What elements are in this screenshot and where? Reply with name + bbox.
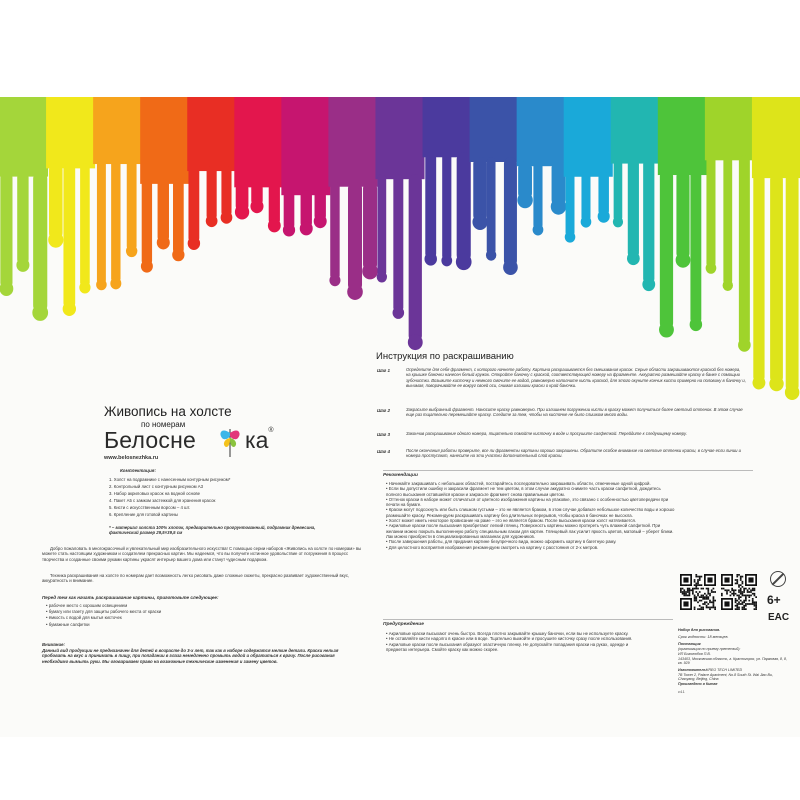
supplier-address: 143403, Московская область, г. Красногорск, ул. Парковая, 8, 8, кв. 929 <box>678 657 787 666</box>
paint-drip <box>188 166 199 243</box>
paint-drip <box>0 172 12 289</box>
paint-drop <box>769 376 783 391</box>
paint-drop <box>250 199 263 213</box>
paint-drop <box>533 224 544 236</box>
list-item: • Акриловые краски после высыхания образуют эластичную пленку. Не допускайте попадания краски на руках, одежде и предметах интерьера. Смойте краску как можно скорее. <box>386 642 641 653</box>
paint-drop <box>362 263 378 279</box>
paint-drop <box>96 279 107 290</box>
paint-drop <box>659 322 674 338</box>
paint-drip <box>207 166 217 221</box>
paint-drop <box>157 236 170 250</box>
paint-drip <box>706 155 715 268</box>
paint-drop <box>235 204 249 219</box>
paint-drop <box>347 284 363 300</box>
paint-drip <box>566 172 575 237</box>
qr-code-icon <box>721 574 757 610</box>
paint-drip <box>753 173 764 383</box>
prepare-heading: Перед тем как начать раскрашивание картины, приготовьте следующее: <box>42 595 219 600</box>
divider <box>383 470 753 471</box>
paint-drop <box>377 271 387 282</box>
paint-drop <box>79 281 90 293</box>
list-item: • После завершения работы, для придания картине безупречного вида, можно оформить картину в багетную раму. <box>386 539 676 544</box>
paint-drip <box>409 174 422 342</box>
recommendations-heading: Рекомендации <box>383 473 418 478</box>
step-1-label: Шаг 1 <box>377 368 391 373</box>
list-item: • бумажные салфетки <box>46 622 161 628</box>
supplier-heading: Поставщик <box>678 642 701 646</box>
paint-drip <box>393 174 403 313</box>
list-item: • Оттенок краски в наборе может отличаться от цветного изображения картины на упаковке, это связано с особенностью цветопередачи при печати на бумаге. <box>386 497 676 508</box>
paint-drip <box>173 179 184 255</box>
supplier-name: ИП Боголюбов П.В. <box>678 652 711 656</box>
kit-heading: Комплектация: <box>120 468 156 473</box>
paint-drip <box>723 155 732 285</box>
paint-drip <box>660 170 673 330</box>
list-item: • бумагу или газету для защиты рабочего места от краски <box>46 609 161 615</box>
list-item: • Если вы допустили ошибку и закрасили фрагмент не тем цветом, в этом случае аккуратно снимите часть краски салфеткой, дождитесь полного высыхания оставшейся краски и закрасьте фрагмент снова правильным цветом. <box>386 486 676 497</box>
instruction-sheet <box>0 97 800 737</box>
paint-drop <box>517 192 532 208</box>
paint-drip <box>690 170 701 324</box>
paint-band <box>328 97 377 187</box>
paint-drop <box>441 255 452 267</box>
paint-drop <box>706 262 717 273</box>
paint-drip <box>330 182 339 281</box>
paint-drip <box>17 172 28 265</box>
paint-drip <box>158 179 169 243</box>
paint-drip <box>221 166 231 217</box>
paint-drip <box>504 157 517 267</box>
step-2-text: Закрасьте выбранный фрагмент. Наносите краску равномерно. При излишнем погружении кисти в краску может получиться более светлый оттенок. В этом случае еще раз тщательно перемешайте краску. Следите за тем, чтобы на кисточке не было слишком много воды. <box>406 407 743 418</box>
paint-drip <box>628 159 639 259</box>
step-4-label: Шаг 4 <box>377 449 391 454</box>
age-badge: 6+ <box>767 593 781 607</box>
country-of-origin: Произведено в Китае <box>678 682 718 686</box>
paint-drop <box>126 245 137 257</box>
paint-drop <box>551 198 566 214</box>
paint-drop <box>676 252 691 268</box>
paint-drop <box>627 252 640 266</box>
version-code: v.4.1 <box>678 690 685 694</box>
prepare-list <box>46 603 161 628</box>
paint-drip <box>425 152 436 259</box>
product-name: Набор для рисования. <box>678 628 721 632</box>
paint-drop <box>738 338 751 351</box>
paint-drop <box>613 216 623 227</box>
step-1-text: Определите для себя фрагмент, с которого начнете работу. Картина раскрашивается без смешивания красок. Серые области закрашиваются краской без номера, на крышке баночки нанесен белый кружок. Откройте баночку с краской, соответствующей номеру на фрагменте. Аккуратно размешайте краску в банке с помощью зубочистки. Возьмите кисточку и немного смочите ее водой, равномерно наполните кисть краской, для этого окуните кончик кисти примерно на половину в баночку и, вынимая, поворачивайте ее вокруг своей оси, снимая излишки краски о край баночки. <box>406 367 746 388</box>
paint-drop <box>16 258 29 272</box>
qr-code-icon <box>680 574 716 610</box>
brand-logo-text: Белосне <box>104 427 196 453</box>
paint-drop <box>393 307 405 319</box>
paint-drop <box>408 334 423 350</box>
paint-drop <box>785 385 799 400</box>
paint-drip <box>80 163 90 287</box>
list-item: 2. Контрольный лист с контурным рисунком А3 <box>109 484 204 489</box>
product-subtitle: по номерам <box>141 420 186 429</box>
paint-drop <box>110 278 121 290</box>
paint-drop <box>565 231 576 242</box>
paint-band <box>611 97 660 164</box>
list-item: • Не оставляйте кисти надолго в краске или в воде. Тщательно вымойте и просушите кисточку сразу после использования. <box>386 636 641 641</box>
step-3-text: Закончив раскрашивание одного номера, тщательно помойте кисточку в воде и просушите салфеткой. Перейдите к следующему номеру. <box>406 431 687 436</box>
paint-drop <box>314 214 327 228</box>
maker-address: 7B Tower 2, Palace Apartment, No.8 South St. Wai Jiao Bu, Chaoyang, Beijing, China <box>678 673 773 682</box>
paint-band <box>234 97 283 187</box>
paint-drip <box>127 159 137 251</box>
paint-drop <box>32 304 48 321</box>
intro-paragraph: Добро пожаловать в многокрасочный и увлекательный мир изобразительного искусства! С помощью серии наборов «Живопись на холсте по номерам» вы можете стать настоящим художником и создателем прекрасных картин. Мы надеемся, что вы получите истинное удовольствие от погружения в процесс творчества и созданные своими руками картины украсят интерьер вашего дома или станут чудесным подарком. <box>42 546 362 562</box>
step-3-label: Шаг 3 <box>377 432 391 437</box>
paint-band <box>752 97 800 178</box>
warning-heading: Внимание: <box>42 642 65 647</box>
paint-drop <box>206 215 218 228</box>
kit-note: * – материал холста 100% хлопок, предварительно прогрунтованный, подрамник древесина, фактический размер 29,5×39,5 см <box>109 525 316 536</box>
paint-drip <box>33 172 47 313</box>
list-item: 4. Пакет А5 с замком застежкой для хранения красок <box>109 498 216 503</box>
list-item: • Краски могут подсохнуть или быть слишком густыми – это не является браком, в этом случае добавьте небольшое количество воды и хорошо размешайте краску. Рекомендуем раскрашивать картину без длительных перерывов, чтобы краска в баночках не высохла. <box>386 507 676 518</box>
paint-drop <box>188 237 200 250</box>
website-url: www.belosnezhka.ru <box>104 455 159 461</box>
paint-band <box>517 97 566 166</box>
paint-drip <box>598 172 608 217</box>
list-item: • Акриловые краски после высыхания приобретают легкий глянец. Поверхность картины можно протереть чуть влажной салфеткой. При желании можно покрыть выполненную работу специальным лаком для картин. Глянцевый лак усилит яркость цветов, матовый – уберет блики. Лак можно приобрести в специализированных магазинах для художников. <box>386 523 676 539</box>
paint-drip <box>614 159 623 222</box>
supplier-note: (организация по приему претензий): <box>678 647 741 651</box>
paint-band <box>46 97 95 168</box>
kit-list <box>109 476 319 518</box>
paint-drip <box>786 173 799 392</box>
list-item: • ёмкость с водой для мытья кисточек <box>46 615 161 621</box>
list-item: • рабочее место с хорошим освещением <box>46 603 161 609</box>
paint-drop <box>486 250 496 261</box>
brush-butterfly-logo-icon <box>216 425 244 459</box>
brand-logo-text-end: ка® <box>245 427 274 453</box>
paint-band <box>470 97 519 162</box>
step-4-text: После окончания работы проверьте, все ли фрагменты картины хорошо закрашены. Обратите особое внимание на светлые оттенки краски, в случае если линии и номера проступают, нанесите на эти участки дополнительный слой краски. <box>406 448 741 459</box>
paint-drop <box>503 260 518 275</box>
paint-drip <box>142 179 152 266</box>
paint-drop <box>690 318 702 331</box>
paint-band <box>375 97 424 179</box>
intro-paragraph-2: Техника раскрашивания на холсте по номерам дает возможность легко рисовать даже сложные сюжеты, прекрасно развивает художественный вкус, аккуратность и внимание. <box>42 573 350 584</box>
paint-band <box>187 97 236 171</box>
step-2-label: Шаг 2 <box>377 408 391 413</box>
paint-drop <box>723 280 733 291</box>
paint-drop <box>642 277 655 291</box>
list-item: • Акриловые краски высыхают очень быстро. Всегда плотно закрывайте крышку баночки, если вы не используете краску. <box>386 631 641 636</box>
no-small-children-icon <box>770 571 786 587</box>
eac-mark: EAC <box>768 612 790 623</box>
paint-drop <box>329 274 340 286</box>
caution-list <box>386 631 641 652</box>
paint-drip <box>643 159 654 285</box>
paint-drip <box>676 170 689 260</box>
paint-drip <box>739 155 750 345</box>
paint-drip <box>457 152 471 262</box>
list-item: • Холст может иметь некоторое провисание на раме – это не является браком. После высыхания краски холст натягивается. <box>386 518 676 523</box>
paint-drop <box>63 302 76 316</box>
paint-drip <box>97 159 106 285</box>
paint-drip <box>473 157 487 222</box>
paint-drip <box>377 174 386 277</box>
instructions-heading: Инструкция по раскрашиванию <box>376 351 514 362</box>
paint-band <box>658 97 707 175</box>
list-item: 6. Крепление для готовой картины <box>109 512 178 517</box>
divider <box>383 619 673 620</box>
paint-drip <box>111 159 120 283</box>
paint-drop <box>456 254 472 271</box>
paint-drip <box>49 163 63 239</box>
paint-band <box>564 97 613 177</box>
paint-drop <box>283 223 295 236</box>
paint-drip <box>770 173 783 384</box>
recommendations-list <box>386 481 676 550</box>
paint-drop <box>753 376 766 390</box>
paint-drip <box>363 182 377 271</box>
list-item: • Начинайте закрашивать с небольших областей, постарайтесь последовательно закрашивать области, отмеченные одной цифрой. <box>386 481 676 486</box>
list-item: 5. Кисти с искусственным ворсом – 4 шт. <box>109 505 191 510</box>
maker-name: KREO TECH LIMITED <box>706 668 743 672</box>
list-item: 1. Холст на подрамнике с нанесенным контурным рисунком* <box>109 477 231 482</box>
paint-drop <box>0 281 13 296</box>
paint-band <box>281 97 330 195</box>
paint-drip <box>533 161 542 229</box>
paint-band <box>705 97 754 160</box>
paint-drop <box>581 216 592 227</box>
paint-band <box>423 97 472 157</box>
paint-drop <box>48 232 63 248</box>
shelf-life: Срок годности: 18 месяцев. <box>678 635 729 639</box>
paint-drip <box>487 157 496 255</box>
maker-heading: Изготовитель: <box>678 668 707 672</box>
list-item: 3. Набор акриловых красок на водной основе <box>109 491 201 496</box>
paint-band <box>0 97 48 177</box>
paint-drip <box>442 152 451 260</box>
paint-drop <box>598 210 610 223</box>
list-item: • Для целостного восприятия изображения рекомендуем смотреть на картину с расстояния от 2-х метров. <box>386 545 676 550</box>
paint-drop <box>221 211 233 224</box>
warning-text: Данный вид продукции не предназначен для детей в возрасте до 3-х лет, так как в наборе содержатся мелкие детали. Краски нельзя пробовать на вкус и принимать в пищу, при попадании в глаза немедленно промыть водой и обратиться к врачу. После рисования необходимо вымыть руки. Мы оговариваем право на возможные технические изменения и замену цветов. <box>42 648 339 664</box>
paint-drop <box>300 222 313 236</box>
paint-drip <box>63 163 75 309</box>
paint-drop <box>472 214 487 230</box>
product-title: Живопись на холсте <box>104 404 232 419</box>
paint-drip <box>348 182 362 292</box>
paint-drop <box>268 219 281 233</box>
paint-drip <box>581 172 590 222</box>
paint-band <box>93 97 142 164</box>
caution-heading: Предупреждение <box>383 622 424 627</box>
paint-drop <box>141 260 153 273</box>
paint-drop <box>172 248 184 261</box>
paint-drop <box>424 252 436 265</box>
paint-band <box>140 97 189 184</box>
